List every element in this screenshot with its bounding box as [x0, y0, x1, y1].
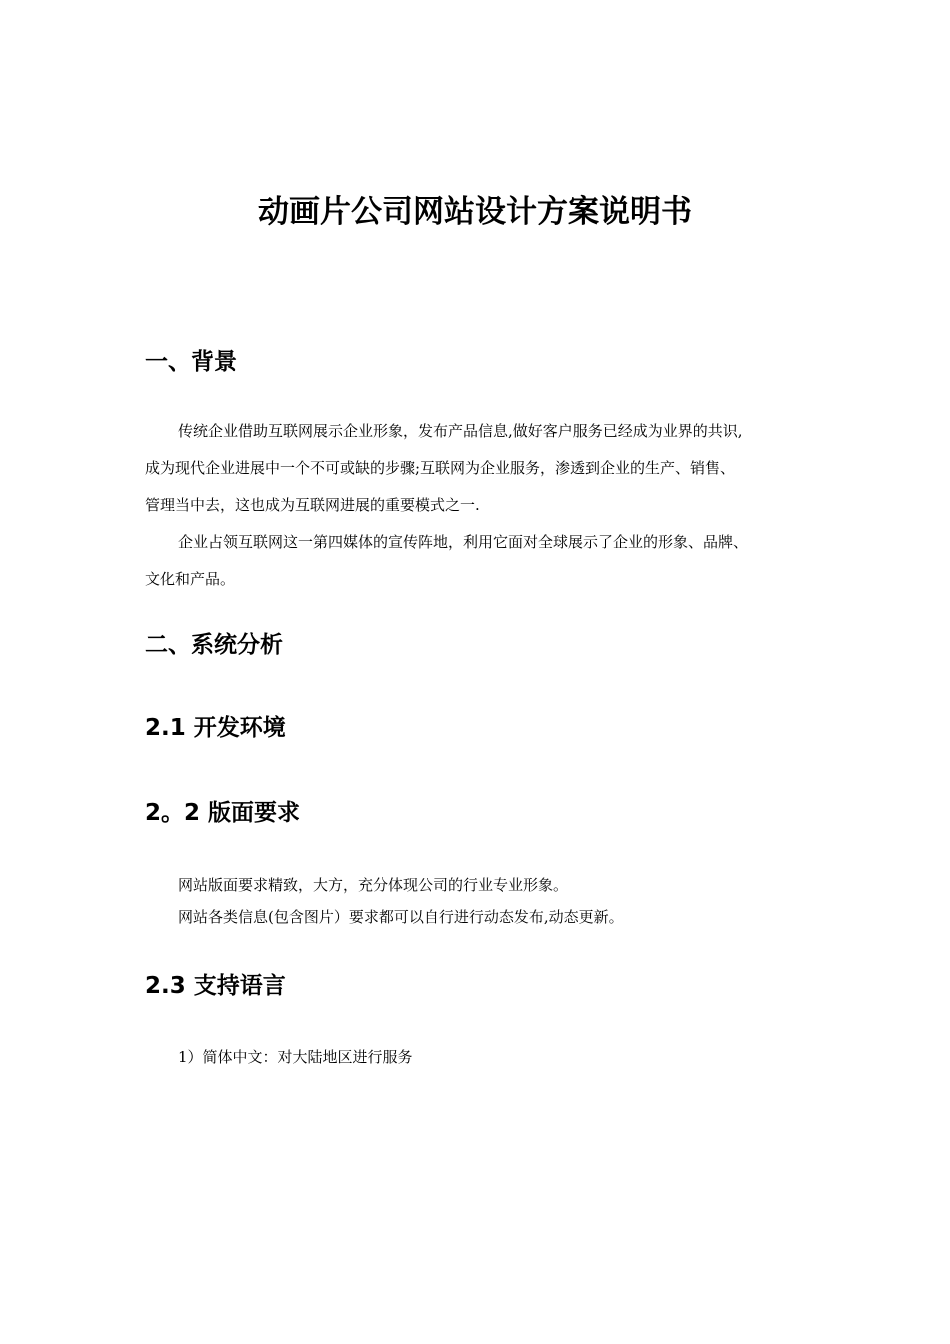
layout-requirement-line-1: 网站版面要求精致，大方，充分体现公司的行业专业形象。 [178, 876, 569, 894]
document-title: 动画片公司网站设计方案说明书 [258, 194, 692, 230]
section-heading-background: 一、背景 [145, 349, 237, 375]
subsection-heading-supported-languages: 2.3 支持语言 [145, 973, 286, 999]
background-paragraph-1-line-2: 成为现代企业进展中一个不可或缺的步骤;互联网为企业服务，渗透到企业的生产、销售、 [145, 459, 736, 477]
section-heading-system-analysis: 二、系统分析 [145, 632, 283, 658]
background-paragraph-1-line-3: 管理当中去，这也成为互联网进展的重要模式之一. [145, 496, 480, 514]
layout-requirement-line-2: 网站各类信息(包含图片）要求都可以自行进行动态发布,动态更新。 [178, 908, 624, 926]
language-item-1: 1）简体中文：对大陆地区进行服务 [178, 1048, 413, 1066]
background-paragraph-2-line-1: 企业占领互联网这一第四媒体的宣传阵地，利用它面对全球展示了企业的形象、品牌、 [178, 533, 749, 551]
background-paragraph-2-line-2: 文化和产品。 [145, 570, 236, 588]
subsection-heading-dev-environment: 2.1 开发环境 [145, 715, 286, 741]
background-paragraph-1-line-1: 传统企业借助互联网展示企业形象，发布产品信息,做好客户服务已经成为业界的共识, [178, 422, 743, 440]
subsection-heading-layout-requirements: 2。2 版面要求 [145, 800, 301, 826]
